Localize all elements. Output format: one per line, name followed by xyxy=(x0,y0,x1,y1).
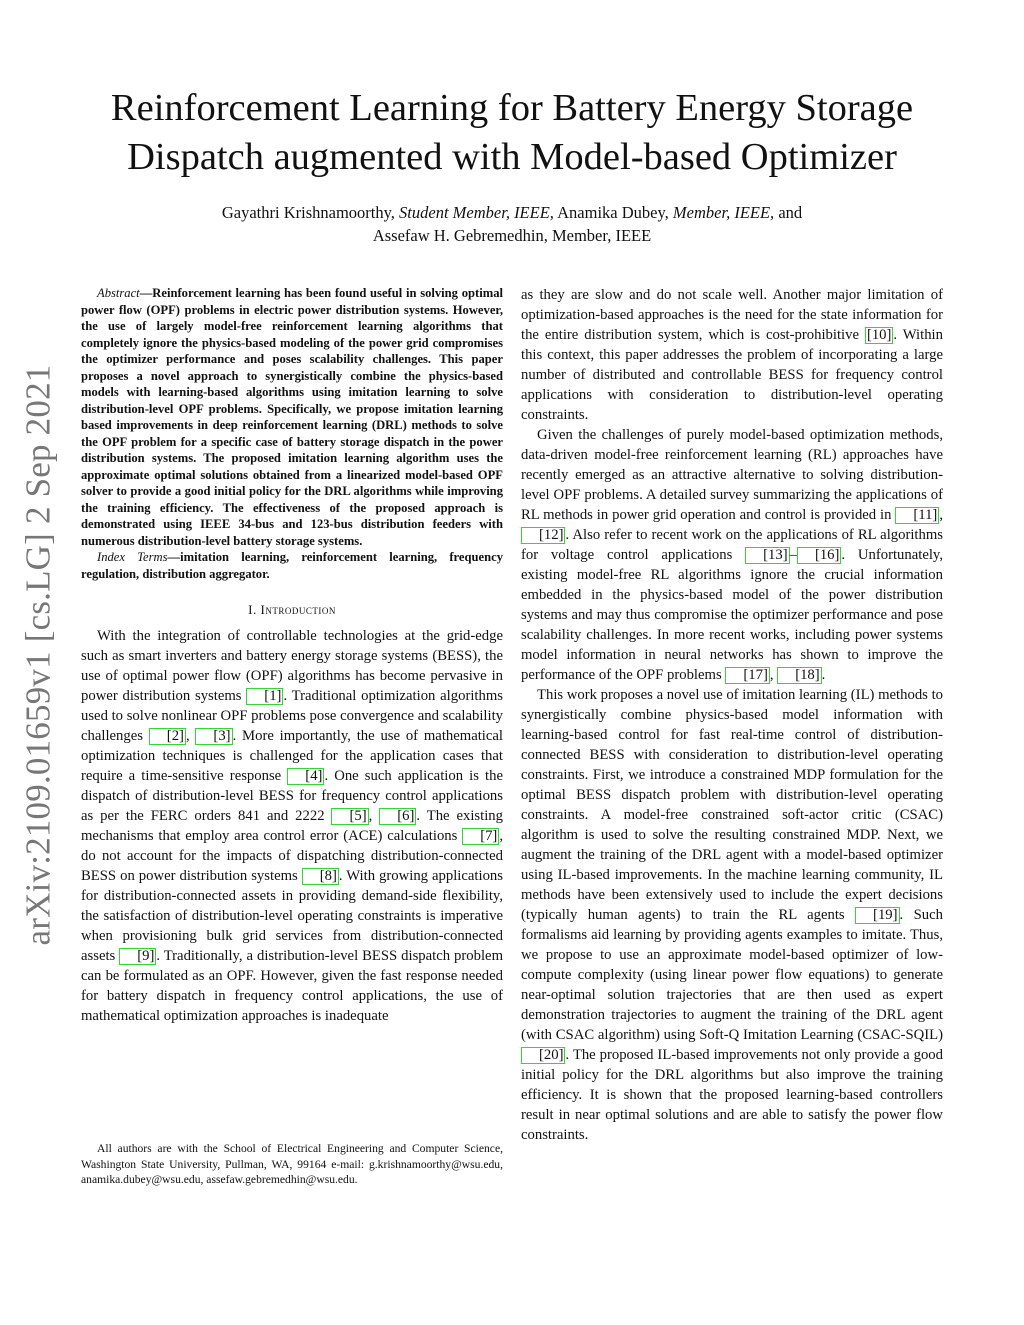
text-run: Given the challenges of purely model-based optimization methods, data-driven model-free reinforcement learning (RL) approaches have recently emerged as an attractive alternative to solving distribution-level OPF problems. A detailed survey summarizing the applications of RL methods in power grid operation and control is provided in xyxy=(521,427,943,523)
intro-paragraph-1-continued xyxy=(521,285,943,425)
text-run: , do not account for the impacts of dispatching distribution-connected BESS on power distribution systems xyxy=(81,828,503,884)
citation-link[interactable]: [11] xyxy=(895,507,939,524)
text-run: . Within this context, this paper addresses the problem of incorporating a large number of distributed and controllable BESS for frequency control applications with consideration to distribution-level operating constraints. xyxy=(521,327,943,423)
citation-link[interactable]: [8] xyxy=(302,868,339,885)
right-column xyxy=(521,285,943,1145)
index-terms xyxy=(81,549,503,582)
section-title: Introduction xyxy=(260,602,336,617)
citation-link[interactable]: [12] xyxy=(521,527,565,544)
text-run: . More importantly, the use of mathematical optimization techniques is challenged for the application cases that require a time-sensitive response xyxy=(81,728,503,784)
paper-title-line-1: Reinforcement Learning for Battery Energy Storage xyxy=(110,87,914,129)
text-run: , xyxy=(368,808,380,824)
index-terms-lead: Index Terms xyxy=(97,550,168,564)
text-run: – xyxy=(789,547,797,563)
text-run: . Traditional optimization algorithms used to solve nonlinear OPF problems pose convergence and scalability challenges xyxy=(81,688,503,744)
text-run: , xyxy=(939,507,943,523)
citation-link[interactable]: [18] xyxy=(777,667,821,684)
author-2-role: Member, IEEE, xyxy=(672,203,775,222)
text-run: . xyxy=(821,667,826,683)
abstract xyxy=(81,285,503,549)
citation-link[interactable]: [13] xyxy=(745,547,789,564)
text-run: . Such formalisms aid learning by providing agents examples to imitate. Thus, we propose to use an approximate model-based optimizer of low-compute complexity (using linear power flow equations) to generate near-optimal solution trajectories that are then used as expert demonstration trajectories to augment the training of the DRL agent (with CSAC algorithm) using Soft-Q Imitation Learning (CSAC-SQIL) xyxy=(521,907,943,1043)
author-2: Anamika Dubey, xyxy=(557,203,669,222)
text-run: . One such application is the dispatch of distribution-level BESS for frequency control applications as per the FERC orders 841 and 2222 xyxy=(81,768,503,824)
citation-link[interactable]: [2] xyxy=(149,728,186,745)
arxiv-identifier-text: arXiv:2109.01659v1 [cs.LG] 2 Sep 2021 xyxy=(18,364,57,946)
intro-paragraph-2 xyxy=(521,425,943,685)
citation-link[interactable]: [9] xyxy=(119,948,156,965)
abstract-text: —Reinforcement learning has been found useful in solving optimal power flow (OPF) problems in electric power distribution systems. However, the use of largely model-free reinforcement learning algorithms that completely ignore the physics-based modeling of the power grid compromises the optimizer performance and poses scalability challenges. This paper proposes a novel approach to synergistically combine the physics-based models with learning-based algorithms using imitation learning to solve distribution-level OPF problems. Specifically, we propose imitation learning based improvements in deep reinforcement learning (DRL) methods to solve the OPF problem for a specific case of battery storage dispatch in the power distribution systems. The proposed imitation learning algorithm uses the approximate optimal solutions obtained from a linearized model-based OPF solver to provide a good initial policy for the DRL algorithms while improving the training efficiency. The effectiveness of the proposed approach is demonstrated using IEEE 34-bus and 123-bus distribution feeders with numerous distribution-level battery storage systems. xyxy=(81,286,503,548)
text-run: . The proposed IL-based improvements not only provide a good initial policy for the DRL algorithms but also improve the training efficiency. It is shown that the proposed learning-based controllers result in near optimal solutions and are able to satisfy the power flow constraints. xyxy=(521,1047,943,1143)
citation-link[interactable]: [10] xyxy=(866,327,892,343)
text-run: . Traditionally, a distribution-level BESS dispatch problem can be formulated as an OPF. However, given the fast response needed for battery dispatch in frequency control applications, the use of mathematical optimization approaches is inadequate xyxy=(81,948,503,1024)
text-run: . Also refer to recent work on the applications of RL algorithms for voltage control applications xyxy=(521,527,943,563)
citation-link[interactable]: [7] xyxy=(462,828,499,845)
text-run: , xyxy=(185,728,196,744)
author-1-role: Student Member, IEEE, xyxy=(399,203,554,222)
paper-title xyxy=(60,84,964,182)
arxiv-identifier-stamp xyxy=(18,365,58,945)
intro-paragraph-1 xyxy=(81,626,503,1026)
citation-link[interactable]: [6] xyxy=(379,808,416,825)
paper-title-line-2: Dispatch augmented with Model-based Optimizer xyxy=(127,136,897,178)
abstract-lead: Abstract xyxy=(97,286,140,300)
left-column xyxy=(81,285,503,1026)
text-run: . With growing applications for distribution-connected assets in providing demand-side flexibility, the satisfaction of distribution-level operating constraints is imperative when provisioning bulk grid services from distribution-connected assets xyxy=(81,868,503,964)
citation-link[interactable]: [19] xyxy=(855,907,899,924)
index-terms-text: —imitation learning, reinforcement learning, frequency regulation, distribution aggregator. xyxy=(81,550,503,581)
author-3: Assefaw H. Gebremedhin, Member, IEEE xyxy=(372,226,652,245)
citation-link[interactable]: [4] xyxy=(287,768,324,785)
citation-link[interactable]: [17] xyxy=(725,667,769,684)
citation-link[interactable]: [16] xyxy=(797,547,841,564)
author-1: Gayathri Krishnamoorthy, xyxy=(221,203,395,222)
author-conjunction: and xyxy=(778,203,803,222)
citation-link[interactable]: [1] xyxy=(246,688,283,705)
author-block xyxy=(60,201,964,247)
text-run: , xyxy=(769,667,778,683)
section-heading-introduction xyxy=(81,602,503,618)
text-run: as they are slow and do not scale well. Another major limitation of optimization-based approaches is the need for the state information for the entire distribution system, which is cost-prohibitive xyxy=(521,287,943,343)
text-run: This work proposes a novel use of imitation learning (IL) methods to synergistically combine physics-based model information with learning-based control for fast real-time control of distribution-connected BESS with consideration to distribution-level operating constraints. First, we introduce a constrained MDP formulation for the optimal BESS dispatch problem with distribution-level operating constraints. A model-free constrained soft-actor critic (CSAC) algorithm is used to solve the resulting constrained MDP. Next, we augment the training of the DRL agent with a model-based optimizer using IL-based improvements. In the machine learning community, IL methods have been extensively used to include the expert decisions (typically human agents) to train the RL agents xyxy=(521,687,943,923)
text-run: . The existing mechanisms that employ area control error (ACE) calculations xyxy=(81,808,503,844)
citation-link[interactable]: [3] xyxy=(195,728,232,745)
text-run: . Unfortunately, existing model-free RL algorithms ignore the crucial information embedded in the physics-based model of the power distribution systems and may thus compromise the optimizer performance and pose scalability challenges. In more recent works, including power systems model information in neural networks has shown to improve the performance of the OPF problems xyxy=(521,547,943,683)
intro-paragraph-3 xyxy=(521,685,943,1145)
citation-link[interactable]: [5] xyxy=(331,808,368,825)
section-number: I. xyxy=(248,602,261,617)
citation-link[interactable]: [20] xyxy=(521,1047,565,1064)
author-affiliation-footnote: All authors are with the School of Electrical Engineering and Computer Science, Washington State University, Pullman, WA, 99164 e-mail: g.krishnamoorthy@wsu.edu, anamika.dubey@wsu.edu, assefaw.gebremedhin@wsu.edu. xyxy=(81,1142,503,1186)
text-run: With the integration of controllable technologies at the grid-edge such as smart inverters and battery energy storage systems (BESS), the use of optimal power flow (OPF) algorithms has become pervasive in power distribution systems xyxy=(81,628,503,704)
